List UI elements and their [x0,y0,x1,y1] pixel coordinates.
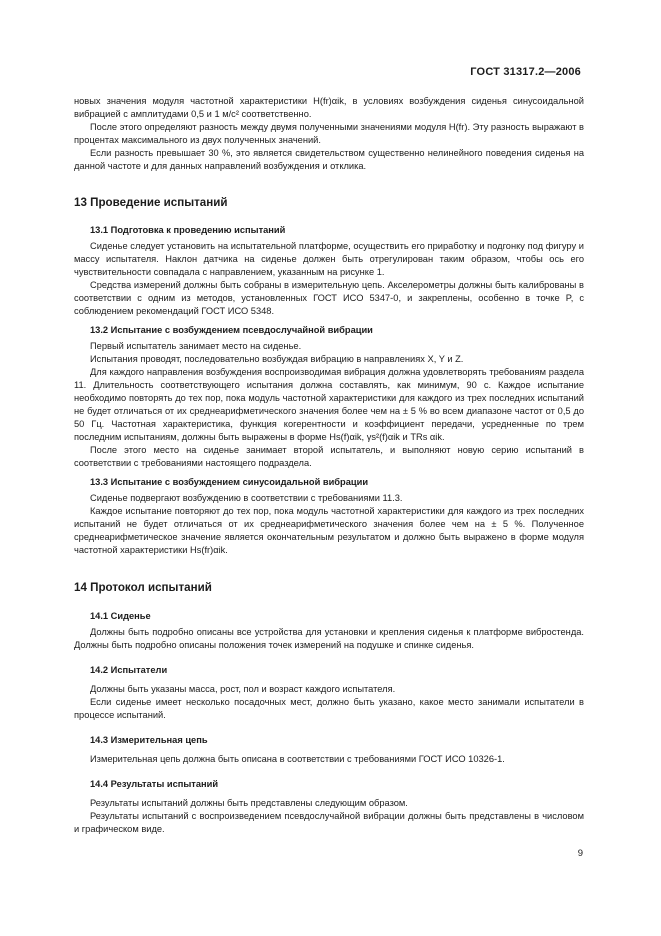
section-13-heading: 13 Проведение испытаний [74,196,228,209]
paragraph: Первый испытатель занимает место на сиденье. [90,341,302,351]
subsection-13-1-heading: 13.1 Подготовка к проведению испытаний [90,225,286,235]
paragraph: Измерительная цепь должна быть описана в соответствии с требованиями ГОСТ ИСО 10326-1. [90,754,505,764]
section-14-heading: 14 Протокол испытаний [74,581,212,594]
paragraph: Каждое испытание повторяют до тех пор, пока модуль частотной характеристики для каждого из трех последних испытаний не будет отличаться от их среднеарифметического значения более чем на ± 5 %. Полученное среднеарифметическое значение является окончательным результатом и должно быть выражено в форме модуля частотной характеристики Hs(fr)αik. [74,506,584,555]
subsection-14-4-heading: 14.4 Результаты испытаний [90,779,219,789]
standard-header: ГОСТ 31317.2—2006 [470,66,581,78]
paragraph: Если разность превышает 30 %, это является свидетельством существенно нелинейного поведения сиденья на данной частоте и для данных направлений возбуждения и отклика. [74,148,584,171]
paragraph: Средства измерений должны быть собраны в измерительную цепь. Акселерометры должны быть калиброваны в соответствии с одним из методов, установленных ГОСТ ИСО 5347-0, и закреплены, особенно в точке P, с соблюдением рекомендаций ГОСТ ИСО 5348. [74,280,584,316]
paragraph: Должны быть указаны масса, рост, пол и возраст каждого испытателя. [90,684,396,694]
subsection-14-2-heading: 14.2 Испытатели [90,665,168,675]
paragraph: Результаты испытаний должны быть представлены следующим образом. [90,798,408,808]
paragraph: Сиденье подвергают возбуждению в соответствии с требованиями 11.3. [90,493,403,503]
paragraph: Если сиденье имеет несколько посадочных мест, должно быть указано, какое место занимали испытатели в процессе испытаний. [74,697,584,720]
paragraph: Должны быть подробно описаны все устройства для установки и крепления сиденья к платформе вибростенда. Должны быть подробно описаны положения точек измерений на подушке и спинке сиденья. [74,627,584,650]
subsection-14-3-heading: 14.3 Измерительная цепь [90,735,208,745]
paragraph: новых значения модуля частотной характеристики H(fr)αik, в условиях возбуждения сиденья синусоидальной вибрацией с амплитудами 0,5 и 1 м/с² соответственно. [74,96,584,119]
page-number: 9 [577,848,583,859]
subsection-13-2-heading: 13.2 Испытание с возбуждением псевдослучайной вибрации [90,325,373,335]
document-body [74,95,584,836]
paragraph: Сиденье следует установить на испытательной платформе, осуществить его приработку и подгонку под фигуру и массу испытателя. Наклон датчика на сиденье должен быть отрегулирован таким образом, чтобы ось его чувствительности совпадала с направлением, указанным на рисунке 1. [74,241,584,277]
paragraph: Результаты испытаний с воспроизведением псевдослучайной вибрации должны быть представлены в числовом и графическом виде. [74,811,584,834]
paragraph: Испытания проводят, последовательно возбуждая вибрацию в направлениях X, Y и Z. [90,354,464,364]
paragraph: Для каждого направления возбуждения воспроизводимая вибрация должна удовлетворять требованиям раздела 11. Длительность соответствующего испытания должна составлять, как минимум, 90 с. Каждое испытание необходимо повторять до тех пор, пока модуль частотной характеристики для каждого из трех последних испытаний не будет отличаться от их среднеарифметического значения более чем на ± 5 % во всем диапазоне частот от 0,5 до 50 Гц. Частотная характеристика, функция когерентности и коэффициент передачи, усредненные по трем последним испытаниям, должны быть выражены в форме Hs(f)αik, γs²(f)αik и TRs αik. [74,367,584,442]
subsection-13-3-heading: 13.3 Испытание с возбуждением синусоидальной вибрации [90,477,369,487]
paragraph: После этого место на сиденье занимает второй испытатель, и выполняют новую серию испытаний в соответствии с требованиями настоящего подраздела. [74,445,584,468]
subsection-14-1-heading: 14.1 Сиденье [90,611,151,621]
paragraph: После этого определяют разность между двумя полученными значениями модуля H(fr). Эту разность выражают в процентах максимального из двух полученных значений. [74,122,584,145]
